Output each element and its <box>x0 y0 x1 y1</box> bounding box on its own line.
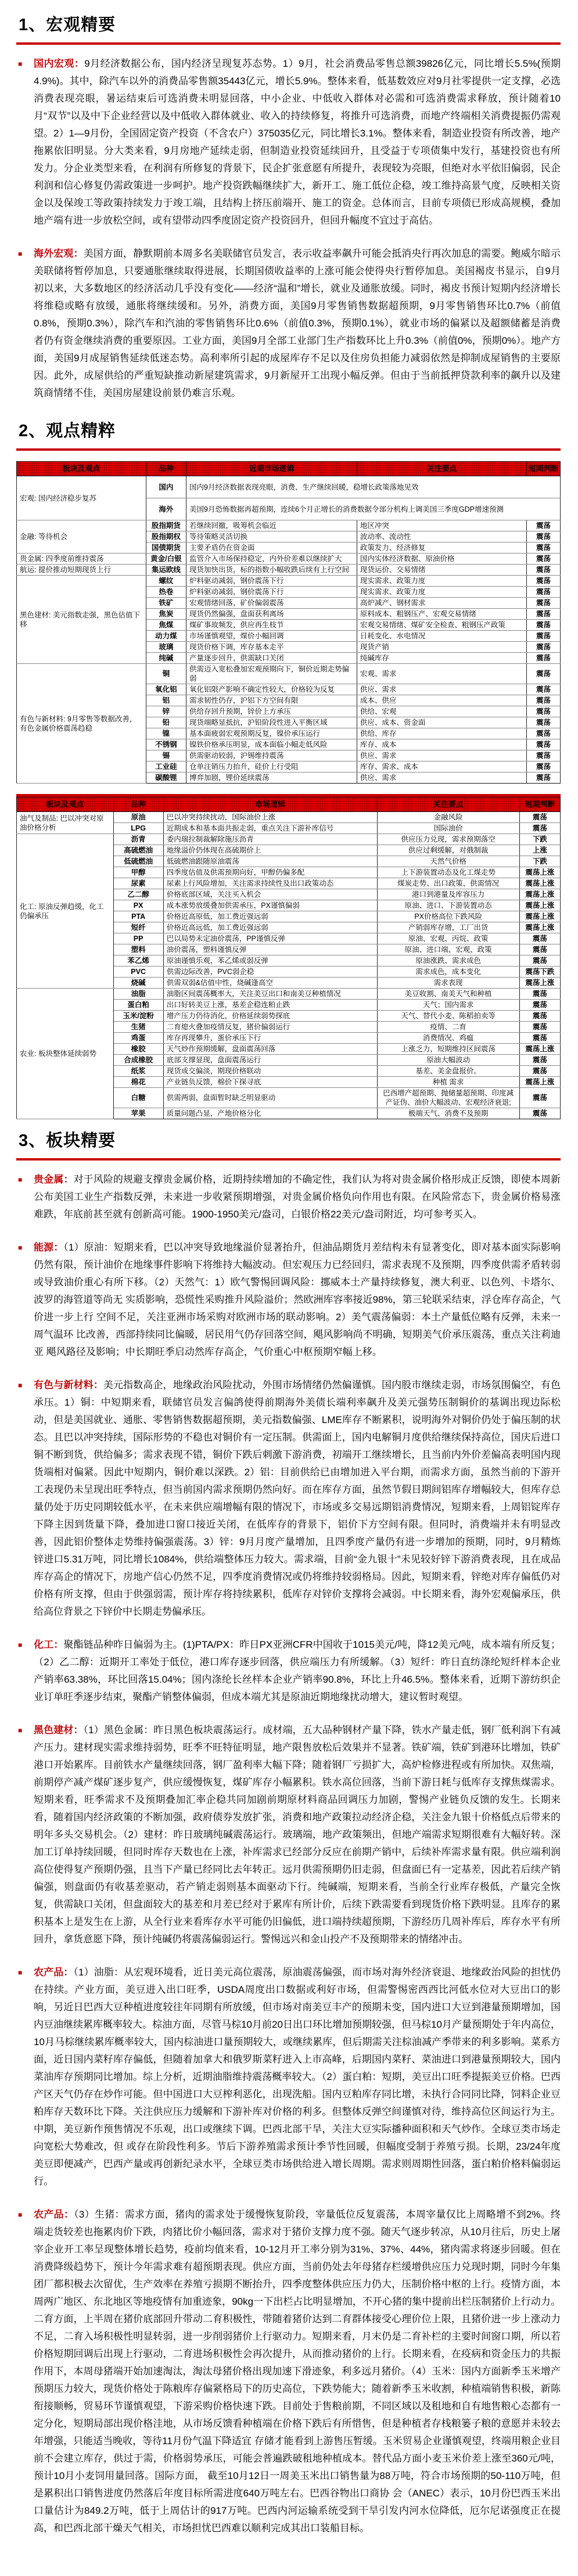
judgement-cell: 震荡上涨 <box>519 889 560 900</box>
column-header-4: 短期判断 <box>526 462 560 476</box>
variety-cell: 热卷 <box>146 587 186 598</box>
judgement-cell: 震荡 <box>526 520 560 531</box>
judgement-cell: 震荡 <box>519 989 560 1000</box>
variety-cell: 高硫燃油 <box>113 845 163 856</box>
focus-cell: 金融风险 <box>377 812 519 823</box>
variety-cell: 铁矿 <box>146 598 186 609</box>
variety-cell: 棉花 <box>113 1077 163 1088</box>
sectors-text-0: 对于风险的规避支撑贵金属价格，近期持续增加的不确定性，我们认为将对贵金属价格形成正反馈，即使本周新公布美国工业生产指数反弹，未来进一步收紧预期增强，对贵金属价格负向作用也有限。在风险常态下，贵金属价格易涨难跌，年底前甚至就有创新高可能。1900-1950美元/盎司，白银价格22美元/盎司附近，均可参考买入。 <box>34 1174 561 1220</box>
section-1-title: 1、宏观精要 <box>19 16 116 34</box>
variety-cell: 黄金/白银 <box>146 554 186 565</box>
variety-cell: 焦煤 <box>146 620 186 631</box>
variety-cell: 国内 <box>146 476 186 498</box>
focus-cell: 巴西增产超预期、抛储量超预期、印度减产证伪、油价大幅波动、宏观经济衰退; <box>377 1088 519 1108</box>
focus-cell: 原油、进口、下游装置动态 <box>377 900 519 911</box>
judgement-cell: 震荡 <box>526 706 560 717</box>
judgement-cell: 下跌 <box>519 834 560 845</box>
views-table-grid-2 <box>16 797 561 1119</box>
group-label-cell: 航运: 提价推动短期现货上行 <box>17 565 146 576</box>
judgement-cell: 震荡 <box>526 695 560 706</box>
focus-cell: 国内实体经济数据、原油价格 <box>357 554 526 565</box>
macro-paragraph-1 <box>16 245 561 402</box>
focus-cell: 供应、需求 <box>357 773 526 784</box>
variety-cell: PP <box>113 933 163 944</box>
focus-cell: 纯碱库存 <box>357 653 526 664</box>
variety-cell: 股指期货 <box>146 520 186 531</box>
logic-cell: 镍铁价格承压明显，成本面临小幅走低风险 <box>186 739 357 750</box>
logic-cell: 库存再现攀升，蛋价承压下行 <box>163 1033 377 1044</box>
logic-cell: 国内9月经济数据表现亮眼，消费、生产继续回暖，稳增长政策落地见效 <box>186 476 561 498</box>
focus-cell: 产销弱库存增，工厂出货 <box>377 922 519 933</box>
logic-cell: 地缘溢价仍体现在高硫期价上 <box>163 845 377 856</box>
table-header-row <box>17 462 561 476</box>
sectors-label-0: 贵金属： <box>34 1174 74 1185</box>
logic-cell: 巴以局势未定油价震荡，PP谨慎反弹 <box>163 933 377 944</box>
focus-cell: 需求成色，成本变化 <box>377 967 519 978</box>
logic-cell: 煤矿事故频发，供应再生枝节 <box>186 620 357 631</box>
section-2-rule <box>16 448 561 451</box>
focus-cell: 上下游装置动态及化工煤走势 <box>377 867 519 878</box>
logic-cell: 需求韧性仍存，沪铝下方空间有限 <box>186 695 357 706</box>
sectors-text-5: （1）油脂：从宏观环境看，近日美元高位震荡，原油震荡偏强，而市场对海外经济衰退、地缘政治风险的担忧仍在持续。产业方面，美豆进入出口旺季，USDA周度出口数据或利好市场，但需警惕密西西比河低水位对大豆出口的影响，另近日巴西大豆种植进度较往年同期有所放缓，但市场对南美豆丰产的预期未变，国内进口大豆到港量预期增加，国内豆油继续累库概率较大。棕油方面，尽管马棕10月前20日出口环比增加预期较强，但马棕10月产量预期处于年内高位，10月马棕继续累库概率较大，国内棕油进口量预期较大，或继续累库，但后期需关注棕油减产季带来的利多影响。菜系方面，近日国内菜籽库存偏低，但随着加拿大和俄罗斯菜籽进入上市高峰，后期国内菜籽、菜油进口到港量预期较大，国内菜油库存预期同比增加。综上分析，近期油脂维持震荡概率较大。（2）蛋白粕：短期，美豆出口旺季提振美豆价格。巴西产区天气仍存在炒作可能。但中国进口大豆榨利恶化，出现洗船。国内豆粕库存同比增，未执行合同同比降，饲料企业豆粕库存天数环比下降。关注供应压力缓解和下游补库对价格的利多。但整体反弹空间谨慎对待，维持高位区间运行为主。中期，美豆新作预售情况不乐观，出口或继续下调。巴西北部干旱，关注大豆实际播种面积和天气炒作。全球豆类市场走向宽松大势难改，但 或存在阶段性利多。节后下游养殖需求预计季节性回暖，但幅度受制于养殖亏损。长期，23/24年度美豆即便减产，巴西产量或再创新纪录水平，全球豆类市场供给进入增长周期。需求则周期性回落，蛋白粕价格料偏弱运行。 <box>34 1967 561 2187</box>
focus-cell: 宏观交易情绪、煤矿安全检查、粗钢压产政策 <box>357 620 526 631</box>
logic-cell: 博弈加剧，锂价延续震荡 <box>186 773 357 784</box>
group-label-cell: 化工: 原油反弹趋缓，化工仍偏承压 <box>17 834 114 989</box>
logic-cell: 等待策略灵活切换 <box>186 531 357 542</box>
focus-cell: 天气；国内需求 <box>377 1000 519 1011</box>
variety-cell: 纸浆 <box>113 1066 163 1077</box>
logic-cell: 质量问题凸显，产地价格分化 <box>163 1108 377 1119</box>
table-row <box>17 476 561 498</box>
variety-cell: 苹果 <box>113 1108 163 1119</box>
logic-cell: 增产压力仍待消化，价格延续弱势探底 <box>163 1011 377 1022</box>
column-header-4: 短期判断 <box>519 797 560 812</box>
logic-cell: 价格近高原低，加工费近强远弱 <box>163 911 377 922</box>
logic-cell: 市场谨慎观望，煤价小幅回调 <box>186 631 357 642</box>
judgement-cell: 震荡 <box>519 1055 560 1066</box>
variety-cell: 锌 <box>146 706 186 717</box>
section-1-rule <box>16 42 561 45</box>
bullet-square-icon: ■ <box>18 1244 23 1252</box>
judgement-cell: 震荡 <box>519 1011 560 1022</box>
sectors-paragraph-5 <box>16 1964 561 2190</box>
variety-cell: LPG <box>113 823 163 834</box>
judgement-cell: 震荡 <box>526 684 560 695</box>
bullet-square-icon: ■ <box>18 60 23 68</box>
logic-cell: 宏观情绪回落，矿价偏弱震荡 <box>186 598 357 609</box>
judgement-cell: 震荡 <box>526 631 560 642</box>
variety-cell: 纯碱 <box>146 653 186 664</box>
sectors-paragraph-6 <box>16 2206 561 2537</box>
variety-cell: 铅 <box>146 717 186 728</box>
focus-cell: 供给、库存 <box>357 728 526 739</box>
judgement-cell: 震荡上涨 <box>519 1044 560 1055</box>
focus-cell: 消费情况、鸡瘟 <box>377 1033 519 1044</box>
group-label-cell: 油气及制品: 巴以冲突对原油价格分析 <box>17 812 114 834</box>
column-header-2: 近期市场逻辑 <box>186 462 357 476</box>
sectors-text-3: 聚酯链品种昨日偏弱为主。(1)PTA/PX：昨日PX亚洲CFR中国收于1015美元/吨，降12美元/吨，成本端有所反复；（2）乙二醇：近期开工率处于低位，港口库存逐步回落，供应端压力有所缓解。（3）短纤：昨日直纺涤纶短纤样本企业产销率63.38%，环比回落15.04%；国内涤纶长丝样本企业产销率90.8%，环比上升46.5%。整体来看，近期下游纺织企业订单旺季逐步结束，聚酯产销整体偏弱，但成本端尤其是原油近期地缘扰动增大，建议暂时观望。 <box>34 1639 561 1702</box>
logic-cell: 监管介入市场保持稳定，内外价差难以继续扩大 <box>186 554 357 565</box>
variety-cell: 甲醇 <box>113 867 163 878</box>
focus-cell: 现实需求、政策力度 <box>357 587 526 598</box>
column-header-3: 关注要点 <box>357 462 526 476</box>
variety-cell: 鸡蛋 <box>113 1033 163 1044</box>
sectors-paragraph-2 <box>16 1377 561 1621</box>
variety-cell: 铜 <box>146 664 186 684</box>
judgement-cell: 震荡 <box>519 1108 560 1119</box>
judgement-cell: 下跌 <box>519 856 560 867</box>
logic-cell: 天气炒作预期缓解，盘面震荡回落 <box>163 1044 377 1055</box>
section-2-title: 2、观点精粹 <box>19 422 116 440</box>
logic-cell: 产业链负反馈，棉价下探寻底 <box>163 1077 377 1088</box>
focus-cell: 美豆收割、南美天气和种植 <box>377 989 519 1000</box>
macro-paragraph-0 <box>16 55 561 229</box>
table-header-row <box>17 797 561 812</box>
judgement-cell: 震荡 <box>526 587 560 598</box>
focus-cell: 国际油价 <box>377 823 519 834</box>
logic-cell: 现货成交偏淡，期现价格联动 <box>163 1066 377 1077</box>
focus-cell: 上涨乏力，短期维持区间震荡 <box>377 1044 519 1055</box>
focus-cell: 原油大幅波动 <box>377 1055 519 1066</box>
focus-cell: 疫情、二育 <box>377 1022 519 1033</box>
sectors-paragraph-0 <box>16 1171 561 1223</box>
section-sectors <box>16 1127 561 2537</box>
sectors-label-1: 能源： <box>34 1242 64 1253</box>
logic-cell: 油脂区间震荡概率大，关注美豆出口和南美豆种植情况 <box>163 989 377 1000</box>
column-header-0: 板块及观点 <box>17 797 114 812</box>
bullet-square-icon: ■ <box>18 2211 23 2219</box>
judgement-cell: 震荡上涨 <box>519 922 560 933</box>
sectors-text-1: （1）原油：短期来看，巴以冲突导致地缘溢价显著抬升，但油品期货月差结构未有显著变化，即对基本面实际影响仍然有限，预计油价在地缘事件影响下将维持大幅波动。但宏观压力已经回归，需求表现不及预期，四季度供需矛盾转弱或导致油价重心有所下移。（2）天然气：1）欧气警惕回调风险：挪威本土产量持续修复，澳大利亚、以色列、卡塔尔、波罗的海管道等尚无 实质影响，恐慌性采购推升风险溢价；然欧洲库容率接近98%，第三轮联采结束，浮仓库存高企，气价进一步上行 空间不足，关注亚洲市场采购对欧洲市场的联动影响。2）美气震荡偏弱：本土产量低位略有反弹，未来一周气温环 比改善，西部持续同比偏暖，居民用气仍存回落空间，飓风影响尚不明确，短期美气价承压震荡，重点关注莉迪亚 飓风路径及影响；中长期旺季启动然库存高企，气价重心中枢预期窄幅上移。 <box>34 1242 561 1357</box>
variety-cell: 玉米/淀粉 <box>113 1011 163 1022</box>
judgement-cell: 震荡 <box>526 750 560 761</box>
sectors-label-2: 有色与新材料： <box>34 1379 103 1391</box>
group-label-cell: 宏观: 国内经济稳步复苏 <box>17 476 146 520</box>
focus-cell: 煤炭走势、出口政策、供需情况 <box>377 878 519 889</box>
judgement-cell: 震荡 <box>526 565 560 576</box>
logic-cell: 若继续回撤，吸筹机会临近 <box>186 520 357 531</box>
focus-cell: 日耗变化、水电情况 <box>357 631 526 642</box>
focus-cell: 地区冲突 <box>357 520 526 531</box>
focus-cell: 成本、供应 <box>357 695 526 706</box>
bullet-square-icon: ■ <box>18 1641 23 1649</box>
judgement-cell: 震荡 <box>526 609 560 620</box>
variety-cell: 集运欧线 <box>146 565 186 576</box>
variety-cell: 短纤 <box>113 922 163 933</box>
variety-cell: 碳酸锂 <box>146 773 186 784</box>
focus-cell: 库存、成本 <box>357 739 526 750</box>
variety-cell: 动力煤 <box>146 631 186 642</box>
focus-cell: 波动率、流动性 <box>357 531 526 542</box>
focus-cell: 政策发力、经济修复 <box>357 542 526 554</box>
variety-cell: 沥青 <box>113 834 163 845</box>
judgement-cell: 震荡 <box>526 717 560 728</box>
sector-bullet-list <box>16 1171 561 2537</box>
logic-cell: 四季度估值及供需预期向好，甲醇仍偏多配 <box>163 867 377 878</box>
group-label-cell: 有色与新材料: 9月零售等数据改善，有色金属价格震荡趋稳 <box>17 664 146 784</box>
variety-cell: 尿素 <box>113 878 163 889</box>
judgement-cell: 震荡 <box>526 531 560 542</box>
judgement-cell: 震荡 <box>526 664 560 684</box>
logic-cell: 供需迈入宽松叠加宏观预期向下，铜价近期走势偏弱 <box>186 664 357 684</box>
focus-cell: 供应、需求 <box>357 684 526 695</box>
focus-cell: 现货运价、交易情绪 <box>357 565 526 576</box>
judgement-cell: 震荡 <box>519 823 560 834</box>
variety-cell: 国债期货 <box>146 542 186 554</box>
judgement-cell: 震荡 <box>519 1066 560 1077</box>
variety-cell: 工业硅 <box>146 761 186 773</box>
variety-cell: 铝 <box>146 695 186 706</box>
logic-cell: 主要矛盾仍在资金面 <box>186 542 357 554</box>
section-3-title: 3、板块精要 <box>19 1131 116 1150</box>
logic-cell: 低硫燃油跟随原油震荡 <box>163 856 377 867</box>
logic-cell: 炉料驱动减弱，钢价震荡下行 <box>186 587 357 598</box>
column-header-0: 板块及观点 <box>17 462 146 476</box>
group-label-cell: 农业: 板块整体延续弱势 <box>17 989 114 1119</box>
judgement-cell: 震荡 <box>519 944 560 955</box>
bullet-square-icon: ■ <box>18 1968 23 1977</box>
judgement-cell: 震荡 <box>519 1000 560 1011</box>
macro-text-0: 9月经济数据公布，国内经济呈现复苏态势。1）9月，社会消费品零售总额39826亿元，同比增长5.5%(预期4.9%)。其中，除汽车以外的消费品零售额35443亿元，增长5.9%。整体来看，低基数效应对9月社零提供一定支撑，必选消费表现亮眼，暑运结束后可选消费未明显回落，中小企业、中低收入群体对必需和可选消费需求释放，预计随着10月“双节”以及中下企业经营以及中低收入群体就业、收入的持续修复，将推升可选消费，而地产终端相关消费提振仍需观望。2）1—9月份，全国固定资产投资（不含农户）375035亿元，同比增长3.1%。整体来看，制造业投资有所改善，地产拖累依旧明显。分大类来看，9月房地产延续走弱，但制造业投资延续回升，且受益于专项债集中发行，基建投资也有所发力。分企业类型来看，在利润有所修复的背景下，民企扩张意愿有所提升，表现较为亮眼，但绝对水平依旧偏弱，民企利润和信心修复仍需政策进一步呵护。地产投资跌幅继续扩大，新开工、施工低位企稳，竣工维持高景气度，反映相关资金以及保竣工等政策持续发力于竣工端，且结构上挤压前端开、施工的资金。总体而言，目前专项债已形成高规模，叠加地产端有进一步放松空间，或有望带动四季度固定资产投资回升，但回升幅度不宜过于高估。 <box>34 58 561 226</box>
logic-cell: 仓单注销压力抬升，硅价上行受阻 <box>186 761 357 773</box>
logic-cell: 尿素上行风险增加，关注需求持续性及出口政策动态 <box>163 878 377 889</box>
table-row <box>17 664 561 684</box>
variety-cell: PVC <box>113 967 163 978</box>
focus-cell: 供应压力兑现，需求预期落空 <box>377 834 519 845</box>
section-views <box>16 418 561 1119</box>
logic-cell: 炉料驱动减弱，钢价震荡下行 <box>186 576 357 587</box>
judgement-cell: 震荡 <box>526 554 560 565</box>
sectors-label-3: 化工： <box>34 1639 64 1650</box>
logic-cell: 供需双弱&估值中性，烧碱逢高空 <box>163 978 377 989</box>
judgement-cell: 上涨 <box>519 845 560 856</box>
judgement-cell: 震荡 <box>526 620 560 631</box>
sectors-text-6: （3）生猪：需求方面，猪肉的需求处于缓慢恢复阶段，宰量低位反复震荡，本周宰量仅比上周略增不到2%。终端走货较差也拖累肉价下跌，肉猪比价小幅回落，需求对于猪价支撑力度不强。随天气逐步转凉，从10月往后，历史上屠宰企业开工率呈现整体增长趋势，疫前均值来看，10-12月开工率分别为31%、37%、44%，猪肉需求将逐步回暖。但在消费降级趋势下，预计今年需求难有超预期表现。供应方面，当前仍处去年母猪存栏缓增供应压力兑现时期，同时今年集团厂都积极去次留优，生产效率在养殖亏损期不断抬升，四季度整体供应压力仍大，压制价格中枢的上行。疫情方面，本周两广地区、东北地区等地疫情有加重迹象，90kg一下出栏占比明显增加，不开心猪的集中提前出栏压制猪价上行动力。二育方面，上半周在猪价底部回升带动二育积极性，带随着猪价达到二育群体接受心理价位上限，且猪价进一步上涨动力不足，二育入场积极性明显转弱，进一步削弱猪价上行驱动力。短期来看，月末仍是二育补栏的主要时间窗口期，所以若价格短期回调后出现上行驱动，二育进场积极性会再次提升，从而推动猪价的上行。长期来看，在疫病和资金压力的共振作用下，本周母猪端开始加速淘汰，淘汰母猪价格出现加速下滑迹象，利多远月猪价。（4）玉米：国内方面新季玉米增产预期压力较大，现货价格处于陈粮库存偏紧格局下的历史高位，下跌势能大；随着新季玉米收割，种植端销售积极，新陈衔接顺畅，贸易环节谨慎观望，下游采购价格快速下跌。目前处于售粮前期，不同区域以及租地和自有地售粮心态都有一定分化，短期局部出现价格洼地，从市场反馈看种植端在价格下跌后有所惜售，但是种植者存栈粮篓子粮的意愿并未较去年增强，只能适当晚收，等待11月份气温下降适宜 存储才能看到上游售压暂缓。玉米贸易企业谨慎观望，终端用粮企业目前不会建立库存，供过于需，价格弱势承压，可能会普遍跌破租地种植成本。替代品方面小麦玉米价差上涨至360元/吨，预计10月小麦饲用量回落。国际方面， 截至10月12日一周美玉米出口销售量为88万吨，符合市场预期的50-110万吨，但是累积出口销售进度仍然落后年度目标所需进度640万吨左右。巴西谷物出口商协 会（ANEC）表示，10月份巴西玉米出口量估计为849.2万吨，低于上周估计的917万吨。巴西内河运输系统受到干旱引发内河水位降低，厄尔尼诺强度正在提高，和巴西北部干燥天气相关，市场担忧巴西难以顺利完成其出口装船目标。 <box>34 2209 561 2534</box>
logic-cell: 近期成本和基本面共振走弱，重点关注下游补库信号 <box>163 823 377 834</box>
judgement-cell: 震荡上涨 <box>519 1077 560 1088</box>
logic-cell: 产量逐步回升，供需缺口关闭 <box>186 653 357 664</box>
group-label-cell: 贵金属: 四季度前维持震荡 <box>17 554 146 565</box>
bullet-square-icon: ■ <box>18 1726 23 1734</box>
variety-cell: 焦炭 <box>146 609 186 620</box>
variety-cell: 合成橡胶 <box>113 1055 163 1066</box>
sectors-paragraph-3 <box>16 1636 561 1706</box>
focus-cell: 宏观、需求 <box>357 664 526 684</box>
focus-cell: 供给、宏观 <box>357 706 526 717</box>
table-row <box>17 812 561 823</box>
variety-cell: 乙二醇 <box>113 889 163 900</box>
judgement-cell: 震荡 <box>526 542 560 554</box>
logic-cell: 现货价格下调，库存基本走平 <box>186 642 357 653</box>
judgement-cell: 震荡 <box>526 576 560 587</box>
logic-cell: 现货端略显抵抗，沪铅阶段性进入平衡区域 <box>186 717 357 728</box>
variety-cell: 低硫燃油 <box>113 856 163 867</box>
focus-cell: 港口到港量及库容压力 <box>377 889 519 900</box>
judgement-cell: 震荡上涨 <box>519 867 560 878</box>
variety-cell: 塑料 <box>113 944 163 955</box>
sectors-paragraph-1 <box>16 1239 561 1361</box>
variety-cell: 镍 <box>146 728 186 739</box>
judgement-cell: 震荡 <box>526 642 560 653</box>
macro-bullet-list <box>16 55 561 402</box>
table-row <box>17 554 561 565</box>
judgement-cell: 震荡 <box>519 1022 560 1033</box>
variety-cell: 生猪 <box>113 1022 163 1033</box>
macro-label-1: 海外宏观： <box>34 248 84 259</box>
logic-cell: 美国9月恐怖数据再超预期，连续6个月正增长的消费数据令部分机构上调美国三季度GDP增速预测 <box>186 498 561 520</box>
judgement-cell: 震荡 <box>519 955 560 967</box>
judgement-cell: 震荡 <box>526 653 560 664</box>
logic-cell: 二育熄火叠加疫情反复，猪价偏弱运行 <box>163 1022 377 1033</box>
variety-cell: 烧碱 <box>113 978 163 989</box>
logic-cell: 价格底部区域，关注买入机会 <box>163 889 377 900</box>
judgement-cell: 震荡 <box>519 933 560 944</box>
focus-cell: 基差、美金盘报价。 <box>377 1066 519 1077</box>
bullet-square-icon: ■ <box>18 1381 23 1389</box>
logic-cell: 价格近高远低，加工费近强远弱 <box>163 922 377 933</box>
focus-cell: 库存、需求、成本 <box>357 761 526 773</box>
variety-cell: PX <box>113 900 163 911</box>
logic-cell: 现货仍然偏强，盘面获利离场 <box>186 609 357 620</box>
focus-cell: 供应过剩缓解，对俄制裁 <box>377 845 519 856</box>
sectors-label-4: 黑色建材： <box>34 1724 84 1736</box>
focus-cell: 现实需求、政策力度 <box>357 576 526 587</box>
bullet-square-icon: ■ <box>18 1176 23 1184</box>
judgement-cell: 震荡 <box>526 739 560 750</box>
logic-cell: 供需两弱，盘面暂时缺乏明显驱动 <box>163 1088 377 1108</box>
logic-cell: 供给存回升预期，锌价上方承压 <box>186 706 357 717</box>
sectors-text-2: 美元指数高企，地缘政治风险扰动，外围市场情绪仍然偏谨慎。国内股市继续走弱，市场氛围偏空，有色承压。1）铜：中短期来看，联储官员发言偏鸽使得前期海外美债长端利率飙升及美元强势压制铜价的基调出现边际松动，但是美国就业、通胀、零售销售数据超预期，美元指数偏强、LME库存不断累积，说明海外对铜价仍处于偏压制的状态。且巴以冲突持续，国际形势的不稳也对铜价有一定压制。供需面上，国内电解铜月度供给继续保持高位，国庆后进口铜不断到货，供给偏多；需求表现不错，铜价下跌后刺激下游消费，初端开工继续增长，且当前内外价差偏高表明国内现货端相对偏紧。因此中短期内，铜价难以深跌。2）铝：目前供给已由增加进入平台期，而需求方面，虽然当前的下游开工表现仍未呈现出旺季特点，但当前国内需求预期仍然向好。而在库存方面，虽然节假日期间铝库存增幅较大，但库存总量仍处于历史同期较低水平，在未来供应端增幅有限的情况下，市场或多交易远期铝消费情况，短期来看，上周铝锭库存下降主因到货量下降，叠加进口窗口接近关闭，在低库存的背景下，铝价下方空间有限。但同时，消费端并未有明显改善，因此铝价整体走势维持偏强震荡。3）锌：9月月度产量增加，且四季度产量仍有进一步增加的预期，同时，9月精炼锌进口5.31万吨，同比增长1084%，供给端整体压力较大。需求端，目前“金九银十”未见较好锌下游消费表现，且在成品库存高企的情况下，房地产信心仍然不足，四季度消费情况或仍将维持较弱格局。因此，短期来看，锌绝对库存偏低仍对价格有所支撑，但由于供强弱需，预计库存将持续累积，低库存对锌价支撑将会减弱。中长期来看，海外宏观偏承压，供给高位背景之下锌价中长期走势偏承压。 <box>34 1379 561 1617</box>
sectors-paragraph-4 <box>16 1722 561 1948</box>
section-macro <box>16 12 561 402</box>
judgement-cell: 震荡 <box>519 1088 560 1108</box>
sectors-text-4: （1）黑色金属：昨日黑色板块震荡运行。成材端，五大品种钢材产量下降，铁水产量走低，钢厂低利润下有减产压力。建材现实需求维持弱势，旺季不旺特征明显，地产限售放松后效果并不显著。铁矿端，铁矿到港环比增加，铁矿港口开始累库。目前铁水产量继续回落，钢厂盈利率大幅下降；随着钢厂亏损扩大，高炉检修进程或有所加快。双焦端，前期停产减产煤矿逐步复产，供应缓慢恢复，煤矿库存小幅累积。铁水高位回落，当前下游日耗与低库存支撑焦煤需求。短期来看，旺季需求不及预期叠加汇率企稳共同加剧前期原材料商品回调压力加剧，警惕产业链负反馈的发生。长期来看，随着国内经济政策的不断加强，政府债券发放扩张，消费和地产政策拉动经济企稳，关注金九银十价格低点后带来的明年多头交易机会。（2）建材：昨日玻璃纯碱震荡运行。玻璃端，地产政策频出，但地产端需求短期很难有大幅好转。深加工订单持续回暖，但同时库存天数也在上涨，补库需求已经部分反应在前期产销中，后续补库需求量有限。供应端利润高位使得复产预期仍强，且当下产量已经同比去年转正。远月供需预期仍旧走弱，但盘面已有一定基差，因此若后续产销偏强，则盘面仍有收基差驱动，若产销走弱则基本面驱动下行。纯碱端，短期来看，当前全行业库存极低，产量完全恢复，供需缺口关闭，但盘面较大的基差和月差已经对于累库有所计价，后续下跌需要看到现货价格下跌明显。且库存的累积基本上是发生在上游，从全行业来看库存水平可能仍旧偏低，进口端持续超预期，下游经历几周补库后，库存水平有所回升，拿货意愿下降，预计纯碱仍将震荡偏弱运行。警惕远兴和金山投产不及预期带来的情绪冲击。 <box>34 1724 561 1945</box>
variety-cell: 蛋白粕 <box>113 1000 163 1011</box>
variety-cell: 橡胶 <box>113 1044 163 1055</box>
variety-cell: PTA <box>113 911 163 922</box>
focus-cell: 现货产销 <box>357 642 526 653</box>
variety-cell: 苯乙烯 <box>113 955 163 967</box>
column-header-3: 关注要点 <box>377 797 519 812</box>
logic-cell: 巴以冲突持续扰动，国际油价上涨 <box>163 812 377 823</box>
views-table-1 <box>16 461 561 784</box>
group-label-cell: 黑色建材: 美元指数走强，黑色估值下移 <box>17 576 146 664</box>
variety-cell: 氧化铝 <box>146 684 186 695</box>
logic-cell: 氧化铝限产影响不确定性较大，价格较为反复 <box>186 684 357 695</box>
logic-cell: 油价震荡，塑料谨慎反弹 <box>163 944 377 955</box>
focus-cell: 原油涨跌、需求成色 <box>377 955 519 967</box>
logic-cell: 原油谨慎乐观，苯乙烯或弱反弹 <box>163 955 377 967</box>
column-header-2: 市场逻辑 <box>163 797 377 812</box>
logic-cell: 现货加快出货，标的指数小幅收跌后续有上行空间 <box>186 565 357 576</box>
focus-cell: 极端天气、消费不及预期 <box>377 1108 519 1119</box>
views-table-grid-1 <box>16 461 561 784</box>
judgement-cell: 震荡 <box>526 728 560 739</box>
judgement-cell: 震荡上涨 <box>519 978 560 989</box>
focus-cell: 高炉减产、钢材需求 <box>357 598 526 609</box>
focus-cell: PX价格高位下跌风险 <box>377 911 519 922</box>
focus-cell: 种植 需求 <box>377 1077 519 1088</box>
logic-cell: 出口好转美豆上涨，基差企稳连粕止跌 <box>163 1000 377 1011</box>
judgement-cell: 震荡 <box>526 761 560 773</box>
group-label-cell: 金融: 等待机会 <box>17 520 146 554</box>
variety-cell: 白糖 <box>113 1088 163 1108</box>
focus-cell: 原油、进口端、宏观、政策 <box>377 944 519 955</box>
table-row <box>17 520 561 531</box>
table-row <box>17 565 561 576</box>
table-row <box>17 834 561 845</box>
view-tables-area <box>16 461 561 1119</box>
judgement-cell: 震荡 <box>519 812 560 823</box>
column-header-1: 品种 <box>146 462 186 476</box>
variety-cell: 油脂 <box>113 989 163 1000</box>
focus-cell: 原油、宏观、丙烷、政策 <box>377 933 519 944</box>
logic-cell: 底部支撑显现，盘面震荡运行 <box>163 1055 377 1066</box>
logic-cell: 供需驱动较弱，沪锡维持震荡 <box>186 750 357 761</box>
focus-cell: 需求表现 <box>377 978 519 989</box>
focus-cell: 供应、成本、资金面 <box>357 717 526 728</box>
logic-cell: 成本涨势放缓叠加供需承压，PX谨慎偏弱 <box>163 900 377 911</box>
column-header-1: 品种 <box>113 797 163 812</box>
judgement-cell: 震荡 <box>526 773 560 784</box>
variety-cell: 不锈钢 <box>146 739 186 750</box>
macro-text-1: 美国方面，静默期前本周多名美联储官员发言，表示收益率飙升可能会抵消央行再次加息的需要。鲍威尔暗示美联储将暂停加息，只要通胀继续取得进展，长期国债收益率的上涨可能会使得央行暂停加息。美国褐皮书显示，自9月初以来，大多数地区的经济活动几乎没有变化——经济“温和”增长，就业及通胀放缓。同时，褐皮书预计短期内经济增长将维稳或略有放缓，通胀将继续缓和。另外，消费方面，美国9月零售销售数据超预期，9月零售销售环比0.7%（前值0.8%，预期0.3%），除汽车和汽油的零售销售环比0.6%（前值0.3%，预期0.1%），就业市场的偏紧以及超额储蓄是消费者仍有资金继续消费的重要原因。工业方面，美国9月全部工业部门生产指数环比上升0.3%（前值0%，预期0%）。地产方面，美国9月成屋销售延续低迷态势。高利率所引起的成屋库存不足以及住房负担能力减弱依然是抑制成屋销售的主要原因。此外，成屋供给的严重短缺推动新屋建筑需求，9月新屋开工出现小幅反弹。但由于当前抵押贷款利率的飙升以及建筑商情绪不佳，美国房屋建设前景仍难言乐观。 <box>34 248 561 398</box>
table-row <box>17 576 561 587</box>
judgement-cell: 震荡上涨 <box>519 878 560 889</box>
section-3-rule <box>16 1158 561 1161</box>
judgement-cell: 震荡下跌 <box>519 967 560 978</box>
variety-cell: 锡 <box>146 750 186 761</box>
judgement-cell: 震荡上涨 <box>519 900 560 911</box>
logic-cell: 供需边际改善，PVC弱企稳 <box>163 967 377 978</box>
focus-cell: 天然气价格 <box>377 856 519 867</box>
focus-cell: 天气、替代小麦、陈稻拍卖等 <box>377 1011 519 1022</box>
macro-label-0: 国内宏观： <box>34 58 85 69</box>
judgement-cell: 震荡 <box>526 598 560 609</box>
focus-cell: 原料成本、粗钢压产、宏观交易情绪 <box>357 609 526 620</box>
variety-cell: 股指期权 <box>146 531 186 542</box>
focus-cell: 供应、需求 <box>357 750 526 761</box>
sectors-label-6: 农产品： <box>34 2209 74 2220</box>
table-row <box>17 989 561 1000</box>
variety-cell: 原油 <box>113 812 163 823</box>
views-table-2 <box>16 794 561 1119</box>
variety-cell: 螺纹 <box>146 576 186 587</box>
judgement-cell: 震荡 <box>519 1033 560 1044</box>
bullet-square-icon: ■ <box>18 250 23 258</box>
judgement-cell: 震荡上涨 <box>519 911 560 922</box>
variety-cell: 玻璃 <box>146 642 186 653</box>
logic-cell: 基本面疲弱宏观预期反复，镍价承压运行 <box>186 728 357 739</box>
logic-cell: 委内瑞拉制裁解除施压沥青 <box>163 834 377 845</box>
variety-cell: 海外 <box>146 498 186 520</box>
sectors-label-5: 农产品： <box>34 1967 74 1978</box>
